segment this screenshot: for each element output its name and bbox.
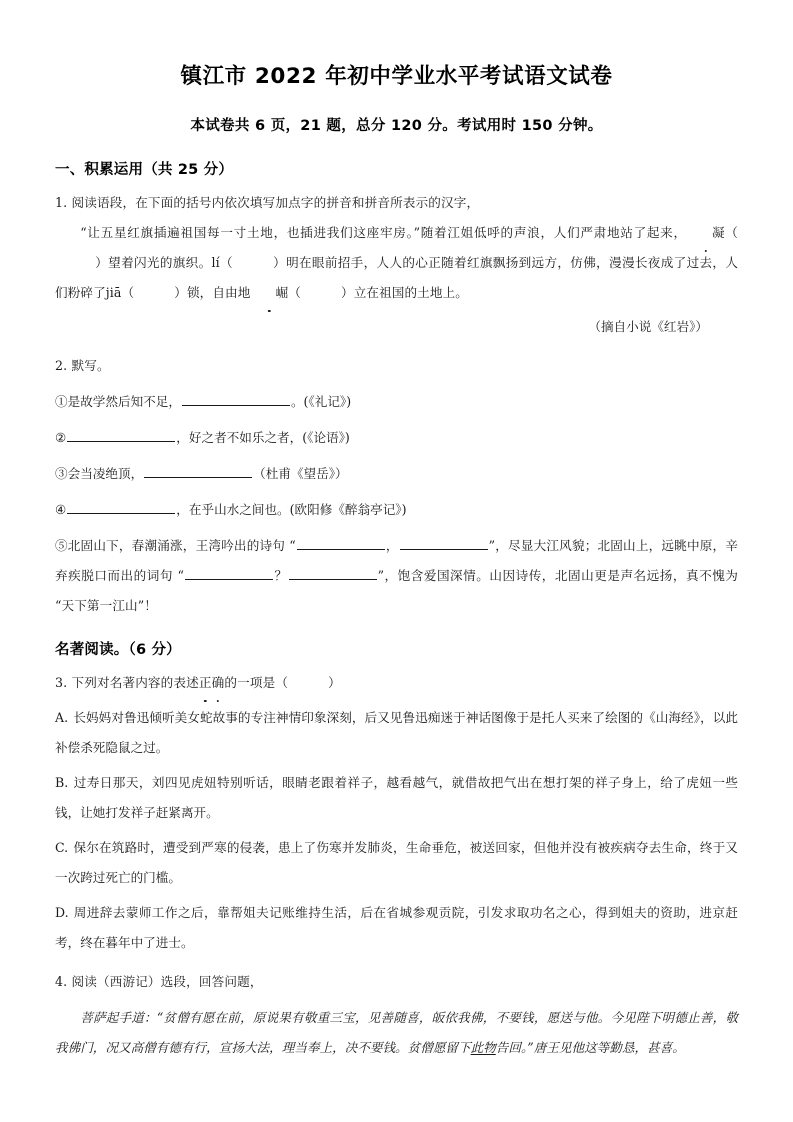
answer-blank[interactable] [185,566,273,580]
question-1-attribution: （摘自小说《红岩》） [588,319,708,335]
prompt-text-after: 的一项是（ [224,675,289,691]
item-marker: ③ [55,466,68,482]
dotted-char-zheng: 正 [199,668,212,698]
item5-text-5: ”，饱含爱国深情。山因诗传，北固山更是声名远扬，真不愧为 “天下第一江山”！ [55,568,738,614]
passage-text-part-3: 明在眼前招手，人人的心正随着红旗飘扬到远方，仿佛，漫漫长夜成了过去，人们粉碎了 [55,255,739,301]
option-label: D. [55,905,69,921]
item-marker: ④ [55,502,67,518]
answer-blank[interactable] [297,536,385,550]
option-label: A. [55,710,69,726]
item-text-after: ，好之者不如乐之者，(《论语》) [176,430,350,446]
question-1-prompt: 1. 阅读语段，在下面的括号内依次填写加点字的拼音和拼音所表示的汉字， [55,195,480,211]
passage-text-before: 菩萨起手道：“贫僧有愿在前，原说果有敬重三宝，见善随喜，皈依我佛，不要钱，愿送与他。今见陛下明德止善，敬我佛门，况又高僧有德有行，宣扬大法，理当奉上，决不要钱。贫僧愿留下 [55,1010,738,1056]
exam-info-line: 本试卷共 6 页，21 题，总分 120 分。考试用时 150 分钟。 [190,118,603,135]
answer-blank[interactable] [289,566,377,580]
question-4-prompt: 4. 阅读（西游记）选段，回答问题， [55,974,263,990]
memorization-item-2 [55,417,738,453]
choice-option-a[interactable] [55,698,738,763]
memorization-item-3 [55,453,738,489]
section-heading-2: 名著阅读。（6 分） [55,642,181,659]
passage-text-part-4: 锁，自由地 [186,285,251,301]
item-marker: ① [55,394,68,410]
memorization-item-1 [55,381,738,417]
dotted-char-jue: 崛 [250,278,288,308]
answer-blank[interactable] [67,500,175,514]
item-text-after: 。(《礼记》) [290,394,352,410]
option-label: B. [55,775,69,791]
item5-text-1: 北固山下，春潮涌涨，王湾吟出的诗句 “ [67,538,296,554]
answer-blank[interactable] [182,392,290,406]
choice-option-c[interactable] [55,828,738,893]
prompt-text-end: ） [328,675,341,691]
choice-option-b[interactable] [55,763,738,828]
memorization-item-4 [55,489,738,525]
option-text: 保尔在筑路时，遭受到严寒的侵袭，患上了伤寒并发肺炎，生命垂危，被送回家，但他并没有被疾病夺去生命，终于又一次跨过死亡的门槛。 [55,840,738,886]
option-text: 周进辞去蒙师工作之后，靠帮姐夫记账维持生活，后在省城参观贡院，引发求取功名之心，得到姐夫的资助，进京赶考，终在暮年中了进士。 [55,905,738,951]
item5-text-3: ”，尽显大江风貌；北固山上，远眺中原，辛弃疾脱口而出的词句 “ [55,538,738,584]
memorization-item-5 [55,525,738,621]
item-marker: ② [55,430,67,446]
underlined-phrase: 此物 [470,1040,496,1056]
answer-blank[interactable] [67,428,175,442]
section-heading-1: 一、积累运用（共 25 分） [55,162,234,179]
item5-text-2: ， [385,538,399,554]
dotted-char-ning: 凝 [687,218,725,248]
item-text-before: 会当凌绝顶， [67,466,144,482]
pinyin-li: lí [211,255,220,271]
passage-text-part-5: 立在祖国的土地上。 [353,285,468,301]
question-1-passage: “让五星红旗插遍祖国每一寸土地，也插进我们这座牢房。”随着江姐低呼的声浪，人们严肃地站了起来， 凝（）望着闪光的旗织。lí（ ）明在眼前招手，人人的心正随着红旗飘扬到远方，仿佛，漫漫长夜成了过去，人们粉碎了jiā（ ）锁，自由地 崛（ ）立在祖国的土地上。 [55,218,738,308]
passage-text-after: 告回。”唐王见他这等勤恳，甚喜。 [495,1040,685,1056]
page-title: 镇江市 2022 年初中学业水平考试语文试卷 [180,64,613,89]
item-text-before: 是故学然后知不足， [67,394,181,410]
answer-blank[interactable] [144,464,252,478]
option-text: 长妈妈对鲁迅倾听美女蛇故事的专注神情印象深刻，后又见鲁迅痴迷于神话图像于是托人买来了绘图的《山海经》，以此补偿杀死隐鼠之过。 [55,710,738,756]
item-marker: ⑤ [55,538,68,554]
passage-text-part-2: 望着闪光的旗织。 [108,255,212,271]
option-label: C. [55,840,69,856]
answer-blank[interactable] [400,536,488,550]
item-text-after: （杜甫《望岳》） [253,466,348,482]
question-3-prompt [55,659,738,698]
item5-text-4: ？ [274,568,288,584]
item-text-after: ，在乎山水之间也。(欧阳修《醉翁亭记》) [176,502,407,518]
prompt-text-before: 3. 下列对名著内容的表述 [55,675,199,691]
choice-option-d[interactable] [55,893,738,958]
question-4-passage [55,997,738,1063]
passage-text-part-1: “让五星红旗插遍祖国每一寸土地，也插进我们这座牢房。”随着江姐低呼的声浪，人们严肃地站了起来， [80,225,687,241]
dotted-char-que: 确 [212,668,225,698]
option-text: 过寿日那天，刘四见虎妞特别听话，眼睛老跟着祥子，越看越气，就借故把气出在想打架的祥子身上，给了虎妞一些钱，让她打发祥子赶紧离开。 [55,775,738,821]
question-2-prompt: 2. 默写。 [55,358,110,374]
pinyin-jia: jiā [105,285,122,301]
